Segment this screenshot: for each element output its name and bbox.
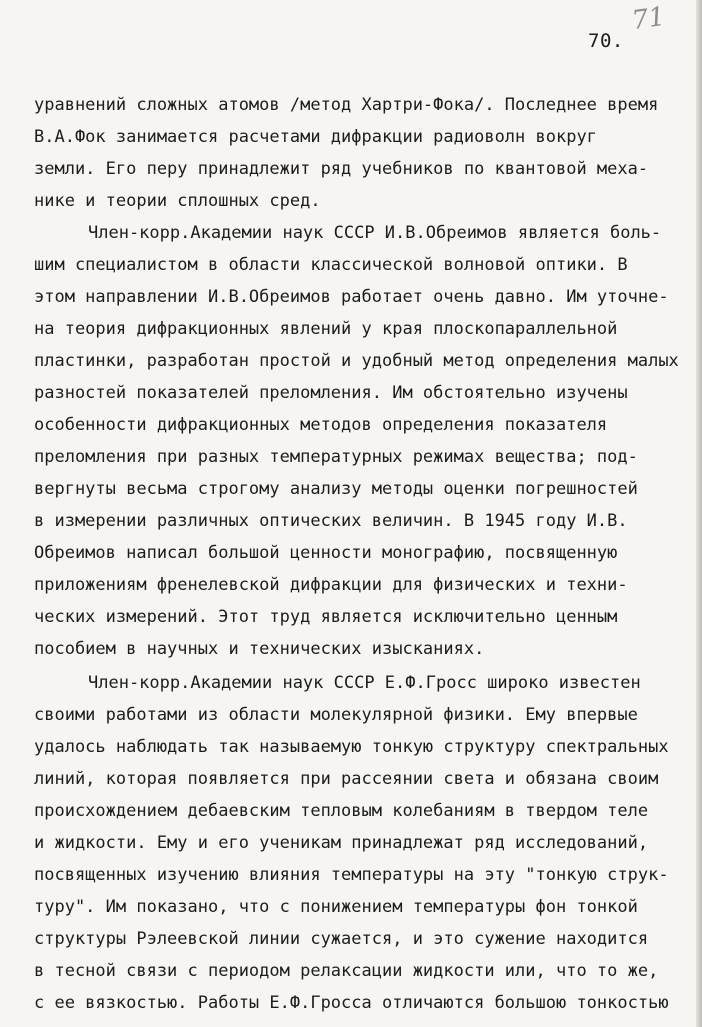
text-line: В.А.Фок занимается расчетами дифракции радиоволн вокруг bbox=[34, 127, 597, 147]
text-line: Член-корр.Академии наук СССР Е.Ф.Гросс широко известен bbox=[88, 673, 641, 693]
handwritten-page-mark: 71 bbox=[630, 1, 668, 37]
text-line: и жидкости. Ему и его ученикам принадлежат ряд исследований, bbox=[34, 833, 649, 853]
text-line: разностей показателей преломления. Им обстоятельно изучены bbox=[34, 383, 628, 403]
text-line: в измерении различных оптических величин. В 1945 году И.В. bbox=[34, 511, 628, 531]
text-line: Член-корр.Академии наук СССР И.В.Обреимов является боль- bbox=[88, 223, 662, 243]
text-line: приложениям френелевской дифракции для физических и техни- bbox=[34, 575, 628, 595]
text-line: с ее вязкостью. Работы Е.Ф.Гросса отличаются большою тонкостью bbox=[34, 993, 669, 1013]
page-number: 70. bbox=[588, 30, 624, 52]
text-line: шим специалистом в области классической волновой оптики. В bbox=[34, 255, 628, 275]
text-line: нике и теории сплошных сред. bbox=[34, 191, 321, 211]
text-line: линий, которая появляется при рассеянии света и обязана своим bbox=[34, 769, 659, 789]
text-line: в тесной связи с периодом релаксации жидкости или, что то же, bbox=[34, 961, 659, 981]
text-line: туру". Им показано, что с понижением температуры фон тонкой bbox=[34, 897, 638, 917]
text-line: преломления при разных температурных режимах вещества; под- bbox=[34, 447, 638, 467]
text-line: Обреимов написал большой ценности монографию, посвященную bbox=[34, 543, 618, 563]
text-line: пластинки, разработан простой и удобный метод определения малых bbox=[34, 351, 679, 371]
text-line: земли. Его перу принадлежит ряд учебников по квантовой меха- bbox=[34, 159, 649, 179]
text-line: своими работами из области молекулярной физики. Ему впервые bbox=[34, 705, 638, 725]
text-line: ческих измерений. Этот труд является исключительно ценным bbox=[34, 607, 618, 627]
page-edge-shadow bbox=[696, 0, 702, 1027]
text-line: происхождением дебаевским тепловым колебаниям в твердом теле bbox=[34, 801, 649, 821]
text-line: удалось наблюдать так называемую тонкую структуру спектральных bbox=[34, 737, 669, 757]
text-line: пособием в научных и технических изысканиях. bbox=[34, 639, 485, 659]
text-line: посвященных изучению влияния температуры на эту "тонкую струк- bbox=[34, 865, 669, 885]
text-line: на теория дифракционных явлений у края плоскопараллельной bbox=[34, 319, 618, 339]
text-line: структуры Рэлеевской линии сужается, и это сужение находится bbox=[34, 929, 649, 949]
text-line: особенности дифракционных методов определения показателя bbox=[34, 415, 608, 435]
text-line: уравнений сложных атомов /метод Хартри-Фока/. Последнее время bbox=[34, 95, 659, 115]
text-line: вергнуты весьма строгому анализу методы оценки погрешностей bbox=[34, 479, 638, 499]
text-line: этом направлении И.В.Обреимов работает очень давно. Им уточне- bbox=[34, 287, 669, 307]
